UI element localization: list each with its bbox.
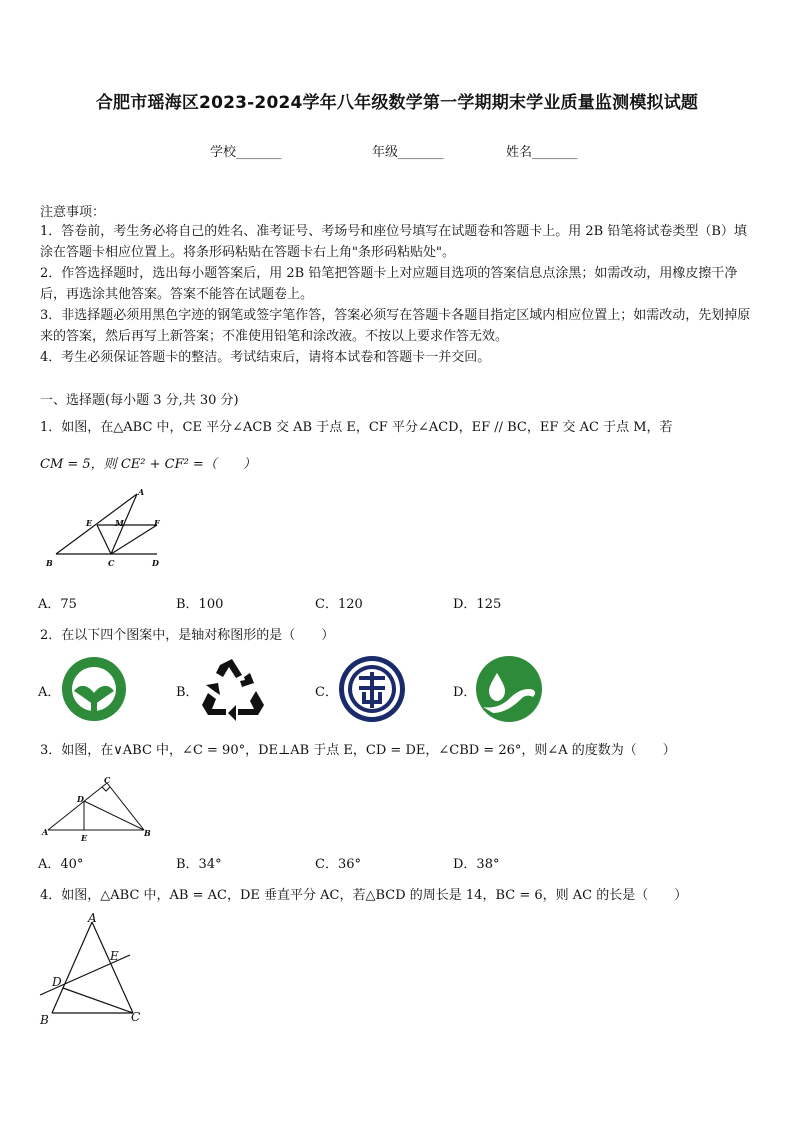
- q1-option-b[interactable]: B．100: [176, 597, 224, 612]
- fig4-label-c: C: [131, 1010, 141, 1024]
- q2-option-a[interactable]: A．: [38, 685, 61, 700]
- q3-option-b[interactable]: B．34°: [176, 857, 222, 872]
- note-item-2: 2．作答选择题时，选出每小题答案后，用 2B 铅笔把答题卡上对应题目选项的答案信息点涂黑；如需改动，用橡皮擦干净后，再选涂其他答案。答案不能答在试题卷上。: [40, 266, 738, 302]
- fig1-label-b: B: [46, 558, 53, 568]
- question-3-stem: 3．如图，在∨ABC 中，∠C = 90°，DE⊥AB 于点 E，CD = DE，∠CBD = 26°，则∠A 的度数为（ ）: [40, 743, 676, 758]
- q2-option-b[interactable]: B．: [176, 685, 199, 700]
- q2-option-d[interactable]: D．: [453, 685, 477, 700]
- fig1-label-c: C: [108, 558, 115, 568]
- fig4-label-a: A: [88, 911, 97, 925]
- notes-heading: 注意事项：: [40, 205, 106, 220]
- name-field: 姓名_______: [506, 145, 578, 160]
- question-1-stem-line2: CM = 5，则 CE² + CF² =（ ）: [40, 457, 256, 472]
- note-item-1: 1．答卷前，考生务必将自己的姓名、准考证号、考场号和座位号填写在试题卷和答题卡上。用 2B 铅笔将试卷类型（B）填涂在答题卡相应位置上。将条形码粘贴在答题卡右上角"条形码粘贴处"。: [40, 224, 747, 260]
- question-3-figure: [40, 776, 160, 842]
- school-field: 学校_______: [210, 145, 282, 160]
- green-food-logo-icon: [60, 655, 128, 723]
- question-4-figure: [34, 910, 154, 1030]
- note-item-3: 3．非选择题必须用黑色字迹的钢笔或签字笔作答，答案必须写在答题卡各题目指定区域内相应位置上；如需改动，先划掉原来的答案，然后再写上新答案；不准使用铅笔和涂改液。不按以上要求作答无效。: [40, 308, 751, 344]
- fig1-label-d: D: [152, 558, 159, 568]
- fig4-label-e: E: [110, 949, 119, 963]
- fig1-label-m: M: [115, 518, 124, 528]
- q2-option-c[interactable]: C．: [315, 685, 338, 700]
- fig3-label-d: D: [77, 794, 84, 804]
- q1-option-c[interactable]: C．120: [315, 597, 363, 612]
- fig1-label-e: E: [86, 518, 93, 528]
- railway-logo-icon: [337, 654, 407, 724]
- q3-option-a[interactable]: A．40°: [38, 857, 84, 872]
- fig4-label-b: B: [40, 1013, 49, 1027]
- water-drop-logo-icon: [475, 655, 543, 723]
- page-title: 合肥市瑶海区2023-2024学年八年级数学第一学期期末学业质量监测模拟试题: [95, 93, 699, 113]
- fig1-label-f: F: [154, 518, 160, 528]
- grade-field: 年级_______: [372, 145, 444, 160]
- fig3-label-e: E: [81, 833, 88, 842]
- question-1-figure: [40, 484, 170, 574]
- q1-option-d[interactable]: D．125: [453, 597, 502, 612]
- fig4-label-d: D: [52, 975, 62, 989]
- fig1-label-a: A: [138, 487, 145, 497]
- fig3-label-a: A: [42, 827, 49, 837]
- q3-option-d[interactable]: D．38°: [453, 857, 500, 872]
- note-item-4: 4．考生必须保证答题卡的整洁。考试结束后，请将本试卷和答题卡一并交回。: [40, 350, 491, 365]
- fig3-label-c: C: [104, 776, 111, 785]
- q3-option-c[interactable]: C．36°: [315, 857, 361, 872]
- question-4-stem: 4．如图，△ABC 中，AB = AC，DE 垂直平分 AC，若△BCD 的周长是 14，BC = 6，则 AC 的长是（ ）: [40, 888, 688, 903]
- q1-option-a[interactable]: A．75: [38, 597, 77, 612]
- question-1-stem: 1．如图，在△ABC 中，CE 平分∠ACB 交 AB 于点 E，CF 平分∠ACD，EF // BC，EF 交 AC 于点 M，若: [40, 420, 673, 435]
- question-2-stem: 2．在以下四个图案中，是轴对称图形的是（ ）: [40, 628, 335, 643]
- fig3-label-b: B: [144, 828, 151, 838]
- section-heading: 一、选择题(每小题 3 分,共 30 分): [40, 393, 239, 408]
- recycle-icon: [198, 655, 268, 723]
